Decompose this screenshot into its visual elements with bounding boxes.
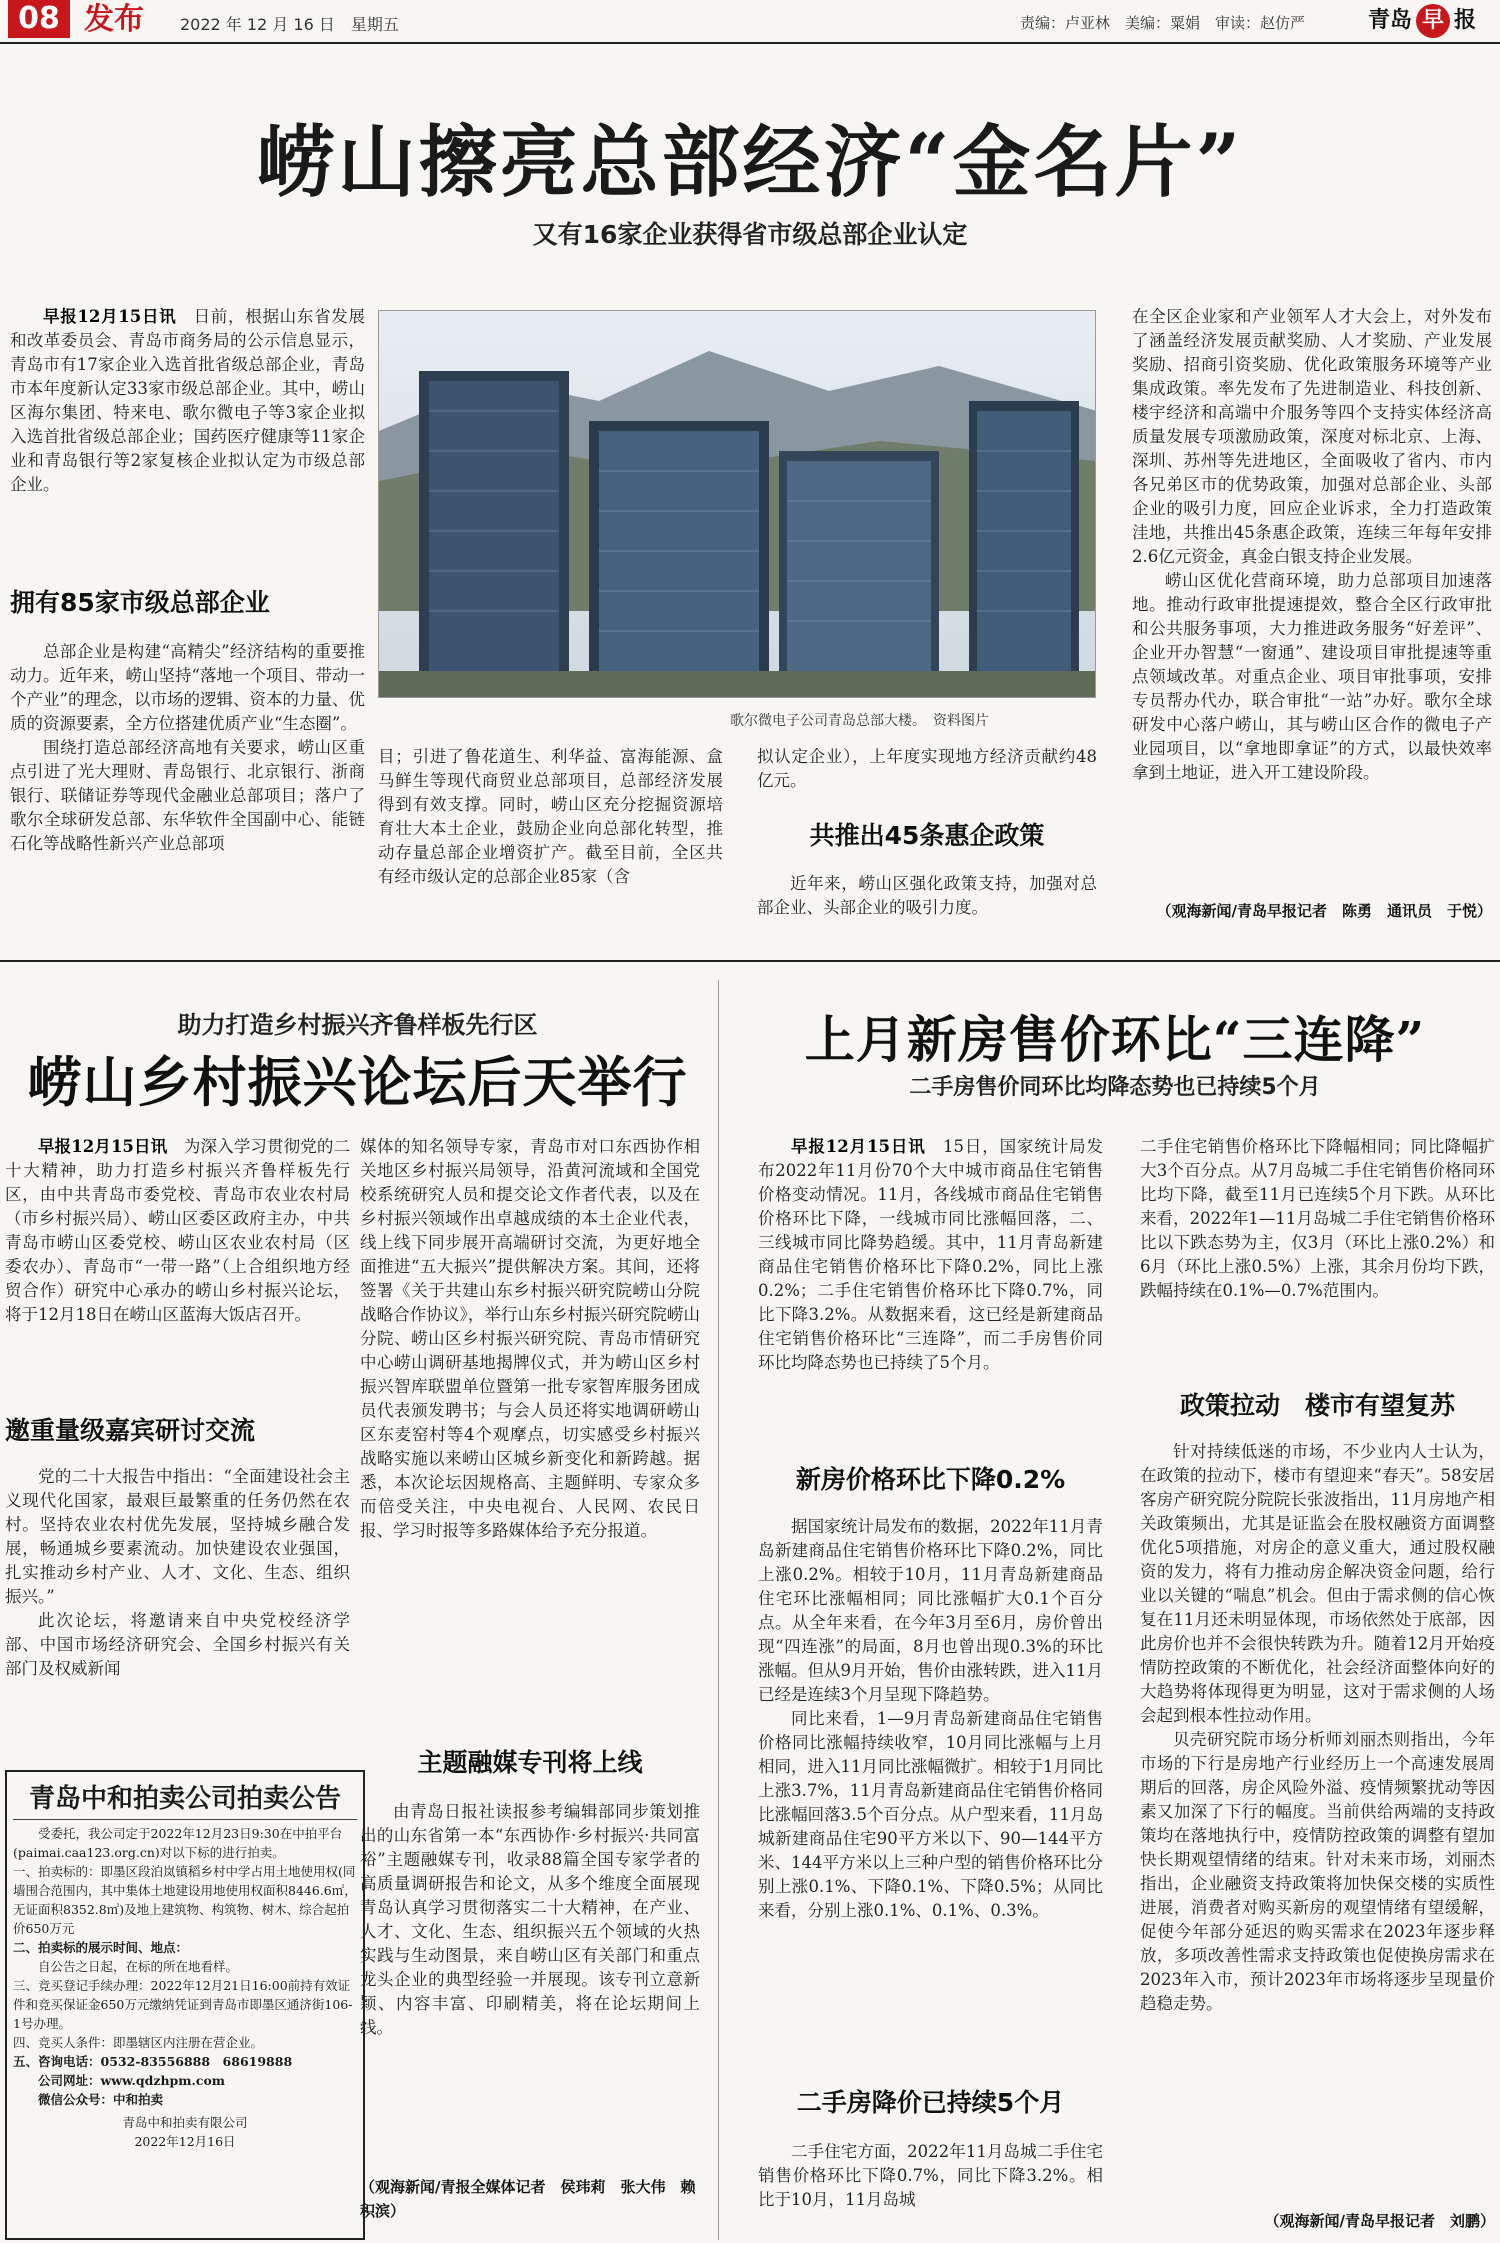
- logo-text-end: 报: [1454, 8, 1477, 33]
- page-number: 08: [8, 0, 70, 38]
- paragraph: 贝壳研究院市场分析师刘丽杰则指出，今年市场的下行是房地产行业经历上一个高速发展周期后的回落，房企风险外溢、疫情频繁扰动等因素又加深了下行的幅度。当前供给两端的支持政策均在落地执行中，疫情防控政策的调整有望加快长期观望情绪的结束。针对未来市场，刘丽杰指出，企业融资支持政策将加快保交楼的实质性进展，消费者对购买新房的观望情绪有望缓解，促使今年部分延迟的购买需求在2023年逐步释放，多项改善性需求支持政策也促使换房需求在2023年入市，预计2023年市场将逐步呈现量价趋稳走势。: [1140, 1730, 1495, 2013]
- paragraph: 针对持续低迷的市场，不少业内人士认为，在政策的拉动下，楼市有望迎来“春天”。58安居客房产研究院分院院长张波指出，11月房地产相关政策频出，尤其是证监会在股权融资方面调整优化5项措施，对房企的意义重大，通过股权融资的发力，将有力推动房企解决资金问题，给行业以关键的“喘息”机会。但由于需求侧的信心恢复在11月还未明显体现，市场依然处于底部，因此房价也并不会很快转跌为升。随着12月开始疫情防控政策的不断优化，社会经济面整体向好的大趋势将体现得更为明显，这对于需求侧的人场会起到根本性拉动作用。: [1140, 1442, 1495, 1725]
- a1-col4: [1132, 305, 1492, 890]
- notice-line: 受委托，我公司定于2022年12月23日9:30在中拍平台(paimai.caa123.org.cn)对以下标的进行拍卖。: [13, 1826, 343, 1860]
- a3-byline: （观海新闻/青岛早报记者 刘鹏）: [1264, 2212, 1495, 2230]
- headline-3: 上月新房售价环比“三连降”: [804, 1010, 1426, 1069]
- a1-col1-bottom: [10, 640, 365, 930]
- notice-line: 自公告之日起，在标的所在地看样。: [38, 1959, 239, 1974]
- paragraph: 围绕打造总部经济高地有关要求，崂山区重点引进了光大理财、青岛银行、北京银行、浙商银行、联储证券等现代金融业总部项目；落户了歌尔全球研发总部、东华软件全国副中心、能链石化等战略性新兴产业总部项: [10, 738, 365, 853]
- dateline: 早报12月15日讯: [38, 1137, 168, 1156]
- paragraph: 二手住宅方面，2022年11月岛城二手住宅销售价格环比下降0.7%，同比下降3.2%。相比于10月，11月岛城: [758, 2142, 1103, 2209]
- notice-line: 四、竞买人条件：即墨辖区内注册在营企业。: [13, 2035, 264, 2050]
- a1-col3-bottom: [757, 872, 1097, 934]
- dateline: 早报12月15日讯: [791, 1137, 926, 1156]
- headline-1: 崂山擦亮总部经济“金名片”: [256, 117, 1244, 208]
- paragraph: 为深入学习贯彻党的二十大精神，助力打造乡村振兴齐鲁样板先行区，由中共青岛市委党校、青岛市农业农村局（市乡村振兴局）、崂山区委区政府主办，中共青岛市崂山区委党校、崂山区农业农村局（区委农办）、青岛市“一带一路”（上合组织地方经贸合作）研究中心承办的崂山乡村振兴论坛，将于12月18日在崂山区蓝海大饭店召开。: [5, 1137, 350, 1324]
- hq-building-photo: [378, 310, 1096, 698]
- a2-col1-bottom: [5, 1465, 350, 1755]
- a1-col2: [378, 745, 723, 935]
- logo-text: 青岛: [1368, 8, 1413, 33]
- a3-section-head-1: 新房价格环比下降0.2%: [795, 1465, 1066, 1494]
- a3-col1-bottom: [758, 2140, 1103, 2236]
- newspaper-logo: [1366, 4, 1478, 38]
- notice-line: 微信公众号：中和拍卖: [38, 2092, 164, 2107]
- dateline: 早报12月15日讯: [43, 307, 177, 326]
- a3-section-head-2: 二手房降价已持续5个月: [796, 2088, 1065, 2117]
- a2-col1-top: [5, 1135, 350, 1425]
- notice-line: 青岛中和拍卖有限公司: [122, 2115, 248, 2130]
- notice-line: 2022年12月16日: [134, 2134, 236, 2149]
- notice-line: 三、竞买登记手续办理：2022年12月21日16:00前持有效证件和竞买保证金650万元缴纳凭证到青岛市即墨区通济街106-1号办理。: [13, 1978, 353, 2031]
- a3-col1-top: [758, 1135, 1103, 1445]
- paragraph: 崂山区优化营商环境，助力总部项目加速落地。推动行政审批提速提效，整合全区行政审批和公共服务事项，大力推进政务服务“好差评”、企业开办智慧“一窗通”、建设项目审批提速等重点领域改革。对重点企业、项目审批事项，安排专员帮办代办，联合审批“一站”办好。歌尔全球研发中心落户崂山，其与崂山区合作的微电子产业园项目，以“拿地即拿证”的方式，以最快效率拿到土地证，进入开工建设阶段。: [1132, 571, 1492, 782]
- a2-col2-bottom: [360, 1800, 700, 2170]
- notice-line: 二、拍卖标的展示时间、地点：: [13, 1940, 189, 1955]
- auction-notice: [5, 1770, 365, 2240]
- headline-2: 崂山乡村振兴论坛后天举行: [27, 1050, 688, 1114]
- a1-col1-top: [10, 305, 365, 565]
- a2-kicker: 助力打造乡村振兴齐鲁样板先行区: [177, 1011, 538, 1039]
- a2-section-head-1: 邀重量级嘉宾研讨交流: [5, 1416, 256, 1445]
- logo-badge: 早: [1416, 4, 1450, 38]
- auction-notice-body: [13, 1824, 357, 2151]
- auction-notice-title: 青岛中和拍卖公司拍卖公告: [13, 1778, 357, 1820]
- a1-section-head-2: 共推出45条惠企政策: [809, 821, 1045, 850]
- a1-section-head-1: 拥有85家市级总部企业: [10, 588, 270, 617]
- a3-col1-mid: [758, 1515, 1103, 2080]
- paragraph: 目；引进了鲁花道生、利华益、富海能源、盒马鲜生等现代商贸业总部项目，总部经济发展得到有效支撑。同时，崂山区充分挖掘资源培育壮大本土企业，鼓励企业向总部化转型，推动存量总部企业增资扩产。截至目前，全区共有经市级认定的总部企业85家（含: [378, 747, 723, 886]
- paragraph: 总部企业是构建“高精尖”经济结构的重要推动力。近年来，崂山坚持“落地一个项目、带动一个产业”的理念，以市场的逻辑、资本的力量、优质的资源要素，全方位搭建优质产业“生态圈”。: [10, 642, 365, 733]
- issue-date: 2022 年 12 月 16 日 星期五: [180, 15, 399, 34]
- a1-byline: （观海新闻/青岛早报记者 陈勇 通讯员 于悦）: [1156, 902, 1492, 920]
- paragraph: 日前，根据山东省发展和改革委员会、青岛市商务局的公示信息显示，青岛市有17家企业入选首批省级总部企业，青岛市本年度新认定33家市级总部企业。其中，崂山区海尔集团、特来电、歌尔微电子等3家企业拟入选首批省级总部企业；国药医疗健康等11家企业和青岛银行等2家复核企业拟认定为市级总部企业。: [10, 307, 365, 494]
- paragraph: 在全区企业家和产业领军人才大会上，对外发布了涵盖经济发展贡献奖励、人才奖励、产业发展奖励、招商引资奖励、优化政策服务环境等产业集成政策。率先发布了先进制造业、科技创新、楼宇经济和高端中介服务等四个支持实体经济高质量发展专项激励政策，深度对标北京、上海、深圳、苏州等先进地区，全面吸收了省内、市内各兄弟区市的优势政策，加强对总部企业、头部企业的吸引力度，回应企业诉求，全力打造政策洼地，共推出45条惠企政策，连续三年每年安排2.6亿元资金，真金白银支持企业发展。: [1132, 307, 1492, 566]
- paragraph: 由青岛日报社读报参考编辑部同步策划推出的山东省第一本“东西协作·乡村振兴·共同富裕”主题融媒专刊，收录88篇全国专家学者的高质量调研报告和论文，从多个维度全面展现青岛认真学习贯彻落实二十大精神，在产业、人才、文化、生态、组织振兴五个领域的火热实践与生动图景，来自崂山区有关部门和重点龙头企业的典型经验一并展现。该专刊立意新颖、内容丰富、印刷精美，将在论坛期间上线。: [360, 1802, 700, 2037]
- paragraph: 15日，国家统计局发布2022年11月份70个大中城市商品住宅销售价格变动情况。11月，各线城市商品住宅销售价格环比下降，一线城市同比涨幅回落，二、三线城市同比降势趋缓。其中，11月青岛新建商品住宅销售价格环比下降0.2%，同比上涨0.2%；二手住宅销售价格环比下降0.7%，同比下降3.2%。从数据来看，这已经是新建商品住宅销售价格环比“三连降”，而二手房售价同环比均降态势也已持续了5个月。: [758, 1137, 1103, 1372]
- column-divider: [718, 980, 719, 2240]
- paragraph: 媒体的知名领导专家，青岛市对口东西协作相关地区乡村振兴局领导，沿黄河流域和全国党校系统研究人员和提交论文作者代表，以及在乡村振兴领域作出卓越成绩的本土企业代表，线上线下同步展开高端研讨交流，为更好地全面推进“五大振兴”提供解决方案。其间，还将签署《关于共建山东乡村振兴研究院崂山分院战略合作协议》，举行山东乡村振兴研究院崂山分院、崂山区乡村振兴研究院、青岛市情研究中心崂山调研基地揭牌仪式，并为崂山区乡村振兴智库联盟单位暨第一批专家智库服务团成员代表颁发聘书；与会人员还将实地调研崂山区东麦窑村等4个观摩点，切实感受乡村振兴战略实施以来崂山区城乡新变化和新跨越。据悉，本次论坛因规格高、主题鲜明、专家众多而倍受关注，中央电视台、人民网、农民日报、学习时报等多路媒体给予充分报道。: [360, 1137, 700, 1540]
- a3-col2-top: [1140, 1135, 1495, 1350]
- subheadline-1: 又有16家企业获得省市级总部企业认定: [532, 220, 968, 249]
- paragraph: 据国家统计局发布的数据，2022年11月青岛新建商品住宅销售价格环比下降0.2%，同比上涨0.2%。相较于10月，11月青岛新建商品住宅环比涨幅相同；同比涨幅扩大0.1个百分点。从全年来看，在今年3月至6月，房价曾出现“四连涨”的局面，8月也曾出现0.3%的环比涨幅。但从9月开始，售价由涨转跌，进入11月已经是连续3个月呈现下降趋势。: [758, 1517, 1103, 1704]
- paragraph: 同比来看，1—9月青岛新建商品住宅销售价格同比涨幅持续收窄，10月同比涨幅与上月相同，进入11月同比涨幅微扩。相较于1月同比上涨3.7%，11月青岛新建商品住宅销售价格同比涨幅回落3.5个百分点。从户型来看，11月岛城新建商品住宅90平方米以下、90—144平方米、144平方米以上三种户型的销售价格环比分别上涨0.1%、下降0.1%、下降0.5%；从同比来看，分别上涨0.1%、0.1%、0.3%。: [758, 1709, 1103, 1920]
- editor-credits: 责编：卢亚林 美编：粟娟 审读：赵仿严: [1020, 14, 1306, 32]
- subheadline-3: 二手房售价同环比均降态势也已持续5个月: [909, 1075, 1321, 1100]
- a2-section-head-2: 主题融媒专刊将上线: [417, 1748, 643, 1777]
- a2-col2-top: [360, 1135, 700, 1725]
- paragraph: 此次论坛，将邀请来自中央党校经济学部、中国市场经济研究会、全国乡村振兴有关部门及权威新闻: [5, 1611, 350, 1678]
- notice-line: 一、拍卖标的：即墨区段泊岚镇稻乡村中学占用土地使用权(同墙围合范围内，其中集体土地建设用地使用权面积8446.6㎡，无证面积8352.8㎡)及地上建筑物、构筑物、树木、综合起拍价650万元: [13, 1864, 357, 1936]
- a3-section-head-3: 政策拉动 楼市有望复苏: [1179, 1391, 1455, 1420]
- paragraph: 二手住宅销售价格环比下降幅相同；同比降幅扩大3个百分点。从7月岛城二手住宅销售价格同环比均下降，截至11月已连续5个月下跌。从环比来看，2022年1—11月岛城二手住宅销售价格环比以下跌态势为主，仅3月（环比上涨0.2%）和6月（环比上涨0.5%）上涨，其余月份均下跌，跌幅持续在0.1%—0.7%范围内。: [1140, 1137, 1495, 1300]
- a2-byline: （观海新闻/青报全媒体记者 侯玮莉 张大伟 赖积滨）: [360, 2178, 696, 2220]
- notice-line: 五、咨询电话：0532-83556888 68619888: [13, 2054, 293, 2069]
- a3-col2-bottom: [1140, 1440, 1495, 2205]
- notice-line: 公司网址：www.qdzhpm.com: [38, 2073, 226, 2088]
- a1-col3-top: [757, 745, 1097, 801]
- section-name: 发布: [84, 2, 144, 37]
- paragraph: 党的二十大报告中指出：“全面建设社会主义现代化国家，最艰巨最繁重的任务仍然在农村。坚持农业农村优先发展，坚持城乡融合发展，畅通城乡要素流动。加快建设农业强国，扎实推动乡村产业、人才、文化、生态、组织振兴。”: [5, 1467, 350, 1606]
- section-divider: [0, 960, 1500, 962]
- paragraph: 近年来，崂山区强化政策支持，加强对总部企业、头部企业的吸引力度。: [757, 874, 1097, 917]
- paragraph: 拟认定企业），上年度实现地方经济贡献约48亿元。: [757, 747, 1097, 790]
- photo-caption: 歌尔微电子公司青岛总部大楼。 资料图片: [730, 713, 989, 729]
